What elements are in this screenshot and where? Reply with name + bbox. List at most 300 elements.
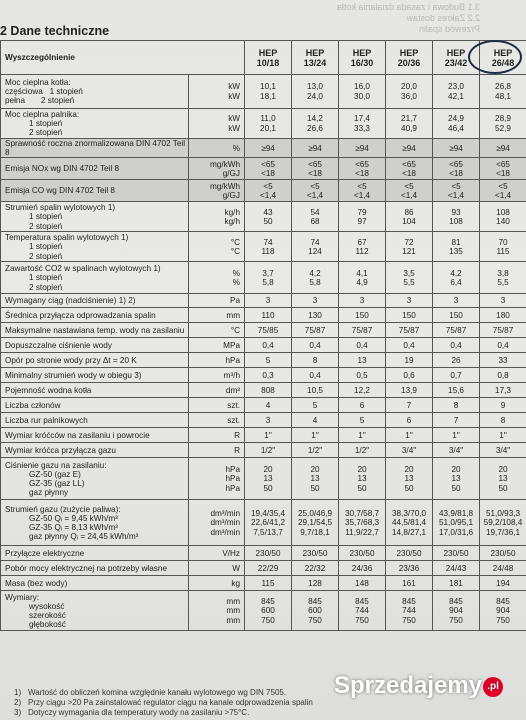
row-label-line: Minimalny strumień wody w obiegu 3) xyxy=(5,370,142,380)
value-cell-line: 3 xyxy=(453,296,459,306)
value-cell-line: 24,9 xyxy=(448,114,464,124)
value-cell-line: 42,1 xyxy=(448,91,464,101)
row-label-line: 2 stopień xyxy=(29,282,63,292)
value-cell-line: 808 xyxy=(261,385,275,395)
table-row xyxy=(1,180,526,202)
value-cell xyxy=(339,398,386,413)
row-label xyxy=(1,338,189,353)
value-cell-line: 750 xyxy=(355,615,369,625)
row-label-line: Strumień spalin wylotowych 1) xyxy=(5,203,116,213)
value-cell xyxy=(339,443,386,458)
value-cell-line: 11,0 xyxy=(260,114,276,124)
row-unit xyxy=(189,262,245,294)
value-cell-line: 24/36 xyxy=(351,563,373,573)
value-cell-line: 68 xyxy=(310,216,320,226)
value-cell xyxy=(292,368,339,383)
value-cell-line: <1,4 xyxy=(353,190,371,200)
value-cell-line: 1/2" xyxy=(260,445,276,455)
value-cell-line: <65 xyxy=(261,159,275,169)
value-cell xyxy=(292,591,339,631)
value-cell xyxy=(292,338,339,353)
value-cell-line: 10,5 xyxy=(307,385,323,395)
row-unit-line: R xyxy=(234,430,241,440)
value-cell xyxy=(386,561,433,576)
value-cell xyxy=(292,458,339,500)
value-cell-line: 108 xyxy=(496,207,510,217)
value-cell-line: 12,2 xyxy=(354,385,370,395)
row-unit-line: kg/h xyxy=(224,207,241,217)
value-cell-line: 5 xyxy=(312,400,318,410)
value-cell xyxy=(245,338,292,353)
table-row xyxy=(1,139,526,158)
value-cell xyxy=(245,428,292,443)
value-cell-line: 104 xyxy=(402,216,416,226)
value-cell-line: <65 xyxy=(308,159,322,169)
value-cell xyxy=(480,428,526,443)
value-cell-line: 36,0 xyxy=(401,91,417,101)
row-label-line: GZ-35 (gaz LL) xyxy=(29,478,85,488)
value-cell-line: 40,9 xyxy=(401,123,417,133)
row-unit xyxy=(189,338,245,353)
value-cell xyxy=(480,338,526,353)
row-unit xyxy=(189,109,245,139)
value-cell-line: 1/2" xyxy=(354,445,370,455)
value-cell xyxy=(339,109,386,139)
value-cell-line: 0,7 xyxy=(450,370,462,380)
row-label xyxy=(1,368,189,383)
value-cell xyxy=(433,338,480,353)
row-label-line: GZ-50 (gaz E) xyxy=(29,469,81,479)
value-cell-line: 23/36 xyxy=(398,563,420,573)
row-label-line: 2 stopień xyxy=(29,221,63,231)
value-cell xyxy=(245,109,292,139)
table-row xyxy=(1,561,526,576)
model-header: HEP 16/30 xyxy=(339,41,386,75)
value-cell xyxy=(339,308,386,323)
value-cell-line: 230/50 xyxy=(443,548,469,558)
value-cell-line: 1" xyxy=(264,430,272,440)
value-cell-line: 750 xyxy=(261,615,275,625)
value-cell-line: <18 xyxy=(496,168,510,178)
row-label xyxy=(1,546,189,561)
value-cell-line: 230/50 xyxy=(396,548,422,558)
value-cell-line: 14,8/27,1 xyxy=(391,527,427,537)
value-cell xyxy=(292,576,339,591)
value-cell-line: 750 xyxy=(449,615,463,625)
value-cell-line: 74 xyxy=(310,237,320,247)
value-cell xyxy=(292,443,339,458)
value-cell-line: 1" xyxy=(499,430,507,440)
row-unit xyxy=(189,413,245,428)
value-cell-line: 600 xyxy=(308,606,322,616)
value-cell-line: 161 xyxy=(402,578,416,588)
value-cell-line: 5,5 xyxy=(403,277,415,287)
value-cell-line: 24/43 xyxy=(445,563,467,573)
value-cell-line: 30,0 xyxy=(354,91,370,101)
value-cell xyxy=(339,338,386,353)
table-row xyxy=(1,109,526,139)
row-label xyxy=(1,413,189,428)
value-cell xyxy=(292,158,339,180)
value-cell xyxy=(433,458,480,500)
row-unit-line: kW xyxy=(228,91,241,101)
value-cell-line: 744 xyxy=(402,606,416,616)
row-unit xyxy=(189,353,245,368)
value-cell-line: 904 xyxy=(496,606,510,616)
value-cell-line: <18 xyxy=(308,168,322,178)
row-label-line: Maksymalne nastawiana temp. wody na zasilaniu xyxy=(5,325,185,335)
value-cell-line: 72 xyxy=(404,237,414,247)
value-cell-line: 5,8 xyxy=(262,277,274,287)
value-cell-line: 0,5 xyxy=(356,370,368,380)
value-cell-line: 750 xyxy=(308,615,322,625)
value-cell xyxy=(245,576,292,591)
value-cell-line: 86 xyxy=(404,207,414,217)
value-cell xyxy=(339,202,386,232)
row-unit xyxy=(189,443,245,458)
value-cell-line: 600 xyxy=(261,606,275,616)
row-label xyxy=(1,232,189,262)
value-cell xyxy=(433,294,480,308)
row-label xyxy=(1,202,189,232)
value-cell-line: 0,4 xyxy=(497,340,509,350)
value-cell xyxy=(386,294,433,308)
row-label xyxy=(1,398,189,413)
value-cell xyxy=(433,75,480,109)
value-cell-line: <1,4 xyxy=(494,190,512,200)
row-unit-line: dm³ xyxy=(225,385,241,395)
row-unit-line: mg/kWh xyxy=(209,159,241,169)
value-cell xyxy=(292,353,339,368)
row-unit-line: kg xyxy=(231,578,241,588)
row-label-line: Sprawność roczna znormalizowana DIN 4702 Teil 8 xyxy=(5,139,186,158)
value-cell-line: 3,5 xyxy=(403,268,415,278)
value-cell xyxy=(386,109,433,139)
table-row xyxy=(1,338,526,353)
section-title: 2 Dane techniczne xyxy=(0,24,110,38)
value-cell xyxy=(339,591,386,631)
value-cell-line: 1" xyxy=(452,430,460,440)
value-cell-line: <65 xyxy=(496,159,510,169)
value-cell-line: 75/87 xyxy=(351,325,373,335)
value-cell xyxy=(292,294,339,308)
value-cell-line: 15,6 xyxy=(448,385,464,395)
value-cell-line: 1" xyxy=(358,430,366,440)
value-cell-line: 130 xyxy=(308,310,322,320)
value-cell-line: 97 xyxy=(357,216,367,226)
value-cell-line: 19 xyxy=(404,355,414,365)
row-unit xyxy=(189,202,245,232)
value-cell-line: 13 xyxy=(451,474,461,484)
value-cell-line: 140 xyxy=(496,216,510,226)
value-cell-line: 75/87 xyxy=(445,325,467,335)
value-cell xyxy=(433,262,480,294)
value-cell-line: 13 xyxy=(357,355,367,365)
value-cell-line: 6 xyxy=(359,400,365,410)
row-label-line: Wymiary: xyxy=(5,592,40,602)
value-cell xyxy=(245,158,292,180)
value-cell-line: 93 xyxy=(451,207,461,217)
table-row xyxy=(1,75,526,109)
row-unit xyxy=(189,576,245,591)
row-label-line: pełna 2 stopień xyxy=(5,96,75,106)
value-cell-line: 135 xyxy=(449,246,463,256)
value-cell-line: 22,6/41,2 xyxy=(250,518,286,528)
value-cell-line: 7,5/13,7 xyxy=(253,527,283,537)
row-label-line: gaz płynny Qᵢ = 24,45 kWh/m³ xyxy=(29,532,139,542)
value-cell xyxy=(480,232,526,262)
value-cell-line: 59,2/108,4 xyxy=(483,518,523,528)
value-cell xyxy=(245,561,292,576)
value-cell xyxy=(245,591,292,631)
value-cell-line: 1" xyxy=(405,430,413,440)
value-cell-line: 845 xyxy=(355,597,369,607)
value-cell-line: 9 xyxy=(500,400,506,410)
value-cell-line: 0,4 xyxy=(309,340,321,350)
value-cell xyxy=(245,323,292,338)
value-cell xyxy=(339,368,386,383)
value-cell xyxy=(480,368,526,383)
value-cell-line: 26,8 xyxy=(495,82,511,92)
row-label-line: Wymiar króćca przyłącza gazu xyxy=(5,445,116,455)
value-cell xyxy=(339,413,386,428)
value-cell xyxy=(386,262,433,294)
row-unit-line: mm xyxy=(226,615,241,625)
value-cell-line: 18,1 xyxy=(260,91,276,101)
row-label-line: 2 stopień xyxy=(29,128,63,138)
value-cell-line: 118 xyxy=(261,246,275,256)
value-cell-line: 124 xyxy=(308,246,322,256)
table-row xyxy=(1,576,526,591)
row-unit xyxy=(189,368,245,383)
row-unit-line: kW xyxy=(228,123,241,133)
row-label xyxy=(1,458,189,500)
value-cell xyxy=(480,202,526,232)
value-cell xyxy=(433,398,480,413)
value-cell-line: 181 xyxy=(449,578,463,588)
footnote: 1) Wartość do obliczeń komina względnie kanału wylotowego wg DIN 7505. xyxy=(14,688,287,697)
row-unit-line: kW xyxy=(228,82,241,92)
bleed-through-text: 3.1 Budowa i zasada działania kotła 2.2 Zakres dostaw Przewód spalin xyxy=(336,2,480,34)
value-cell xyxy=(480,180,526,202)
row-unit xyxy=(189,398,245,413)
table-row xyxy=(1,443,526,458)
value-cell-line: 17,3 xyxy=(495,385,511,395)
value-cell-line: 50 xyxy=(357,483,367,493)
value-cell-line: 52,9 xyxy=(495,123,511,133)
value-cell-line: 3/4" xyxy=(448,445,464,455)
value-cell-line: 108 xyxy=(449,216,463,226)
row-label xyxy=(1,500,189,546)
value-cell-line: 75/87 xyxy=(398,325,420,335)
value-cell xyxy=(480,413,526,428)
value-cell-line: 75/85 xyxy=(257,325,279,335)
value-cell xyxy=(480,262,526,294)
value-cell-line: 3,8 xyxy=(497,268,509,278)
value-cell-line: 13 xyxy=(310,474,320,484)
value-cell-line: <5 xyxy=(310,181,320,191)
row-label-line: Wymiar króćców na zasilaniu i powrocie xyxy=(5,430,150,440)
value-cell-line: 75/87 xyxy=(492,325,514,335)
header-label: Wyszczególnienie xyxy=(1,41,245,75)
value-cell-line: 845 xyxy=(261,597,275,607)
value-cell-line: 14,2 xyxy=(307,114,323,124)
row-unit xyxy=(189,323,245,338)
row-label-line: Masa (bez wody) xyxy=(5,578,68,588)
table-row xyxy=(1,458,526,500)
value-cell xyxy=(480,139,526,158)
model-header: HEP 13/24 xyxy=(292,41,339,75)
value-cell-line: <1,4 xyxy=(306,190,324,200)
value-cell-line: 8 xyxy=(500,415,506,425)
value-cell xyxy=(386,368,433,383)
value-cell-line: 43,9/81,8 xyxy=(438,509,474,519)
value-cell-line: 50 xyxy=(404,483,414,493)
row-unit-line: V/Hz xyxy=(222,548,241,558)
value-cell-line: 13 xyxy=(404,474,414,484)
value-cell xyxy=(386,353,433,368)
row-unit xyxy=(189,139,245,158)
value-cell xyxy=(245,500,292,546)
value-cell-line: 50 xyxy=(310,483,320,493)
value-cell-line: 8 xyxy=(312,355,318,365)
row-label xyxy=(1,323,189,338)
value-cell-line: 20 xyxy=(263,465,273,475)
row-unit xyxy=(189,294,245,308)
row-label-line: Liczba członów xyxy=(5,400,61,410)
row-label-line: Ciśnienie gazu na zasilaniu: xyxy=(5,460,107,470)
value-cell-line: 1" xyxy=(311,430,319,440)
row-label-line: Średnica przyłącza odprowadzania spalin xyxy=(5,310,156,320)
model-header: HEP 23/42 xyxy=(433,41,480,75)
value-cell-line: 750 xyxy=(496,615,510,625)
value-cell-line: 29,1/54,5 xyxy=(297,518,333,528)
row-unit-line: m³/h xyxy=(223,370,241,380)
value-cell-line: 150 xyxy=(402,310,416,320)
table-row xyxy=(1,428,526,443)
table-row xyxy=(1,398,526,413)
value-cell xyxy=(339,561,386,576)
value-cell-line: <65 xyxy=(449,159,463,169)
value-cell-line: 1/2" xyxy=(307,445,323,455)
row-label xyxy=(1,308,189,323)
value-cell xyxy=(245,398,292,413)
value-cell-line: 0,6 xyxy=(403,370,415,380)
value-cell xyxy=(433,308,480,323)
technical-data-table xyxy=(0,40,526,631)
value-cell-line: 22/32 xyxy=(304,563,326,573)
value-cell-line: 3/4" xyxy=(495,445,511,455)
value-cell xyxy=(339,323,386,338)
value-cell xyxy=(245,443,292,458)
row-unit-line: °C xyxy=(230,246,241,256)
value-cell xyxy=(292,232,339,262)
row-label xyxy=(1,294,189,308)
value-cell xyxy=(339,500,386,546)
value-cell-line: 22/29 xyxy=(257,563,279,573)
value-cell xyxy=(433,202,480,232)
row-label-line: Strumień gazu (zużycie paliwa): xyxy=(5,504,121,514)
value-cell-line: 5,5 xyxy=(497,277,509,287)
value-cell xyxy=(386,383,433,398)
value-cell xyxy=(480,323,526,338)
row-unit-line: % xyxy=(232,268,241,278)
value-cell xyxy=(480,109,526,139)
value-cell xyxy=(433,561,480,576)
value-cell xyxy=(292,546,339,561)
value-cell xyxy=(245,546,292,561)
value-cell-line: 81 xyxy=(451,237,461,247)
value-cell xyxy=(245,368,292,383)
row-label-line: 1 stopień xyxy=(29,242,63,252)
value-cell-line: 74 xyxy=(263,237,273,247)
value-cell xyxy=(480,561,526,576)
value-cell xyxy=(245,139,292,158)
value-cell-line: 0,4 xyxy=(262,340,274,350)
row-unit xyxy=(189,180,245,202)
value-cell xyxy=(433,109,480,139)
value-cell xyxy=(386,202,433,232)
value-cell-line: 44,5/81,4 xyxy=(391,518,427,528)
value-cell-line: 110 xyxy=(261,310,275,320)
row-unit xyxy=(189,546,245,561)
value-cell xyxy=(433,383,480,398)
value-cell-line: 230/50 xyxy=(490,548,516,558)
value-cell-line: 28,9 xyxy=(495,114,511,124)
value-cell-line: 75/87 xyxy=(304,325,326,335)
row-label xyxy=(1,576,189,591)
value-cell xyxy=(339,546,386,561)
value-cell xyxy=(245,232,292,262)
row-label-line: 1 stopień xyxy=(29,212,63,222)
value-cell xyxy=(433,323,480,338)
row-label-line: szerokość xyxy=(29,610,66,620)
value-cell-line: 180 xyxy=(496,310,510,320)
row-unit-line: hPa xyxy=(225,474,241,484)
row-unit-line: mm xyxy=(226,606,241,616)
value-cell-line: <5 xyxy=(498,181,508,191)
row-unit-line: MPa xyxy=(223,340,241,350)
value-cell xyxy=(433,180,480,202)
row-unit-line: hPa xyxy=(225,465,241,475)
value-cell-line: 43 xyxy=(263,207,273,217)
value-cell-line: 744 xyxy=(355,606,369,616)
value-cell-line: <5 xyxy=(451,181,461,191)
hand-drawn-circle xyxy=(468,40,522,74)
row-label xyxy=(1,262,189,294)
value-cell xyxy=(386,576,433,591)
table-row xyxy=(1,383,526,398)
value-cell-line: ≥94 xyxy=(355,143,369,153)
value-cell xyxy=(292,561,339,576)
row-label-line: Pobór mocy elektrycznej na potrzeby własne xyxy=(5,563,168,573)
value-cell-line: 24/48 xyxy=(492,563,514,573)
value-cell-line: <65 xyxy=(355,159,369,169)
table-row xyxy=(1,202,526,232)
value-cell-line: 6,4 xyxy=(450,277,462,287)
row-unit xyxy=(189,308,245,323)
value-cell xyxy=(480,75,526,109)
value-cell xyxy=(245,202,292,232)
value-cell-line: 3 xyxy=(406,296,412,306)
value-cell-line: 750 xyxy=(402,615,416,625)
row-label-line: Emisja NOx wg DIN 4702 Teil 8 xyxy=(5,164,120,174)
value-cell xyxy=(386,180,433,202)
value-cell-line: 48,1 xyxy=(495,91,511,101)
value-cell-line: 50 xyxy=(451,483,461,493)
row-unit-line: Pa xyxy=(230,296,241,306)
value-cell-line: 0,8 xyxy=(497,370,509,380)
